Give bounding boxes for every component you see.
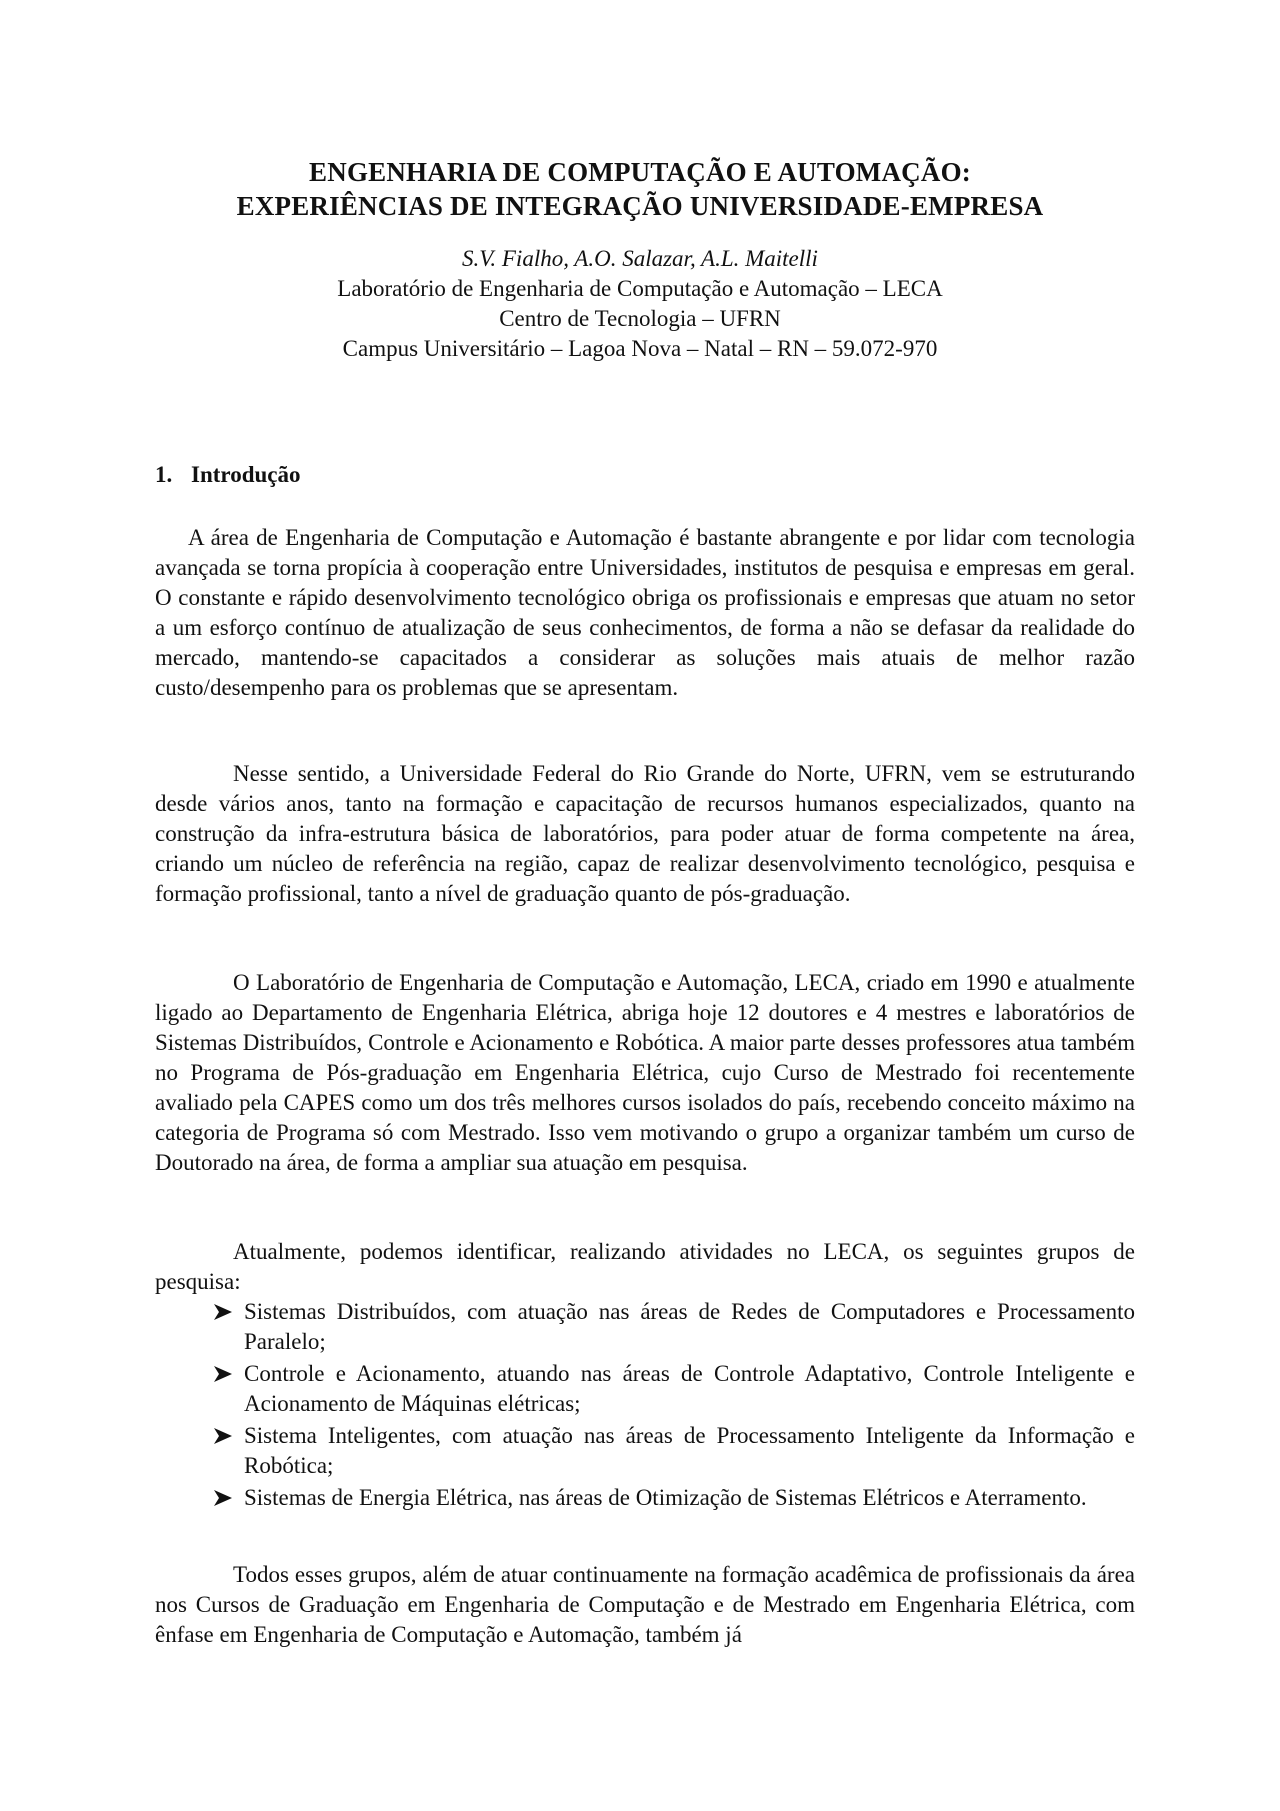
- paragraph-1: A área de Engenharia de Computação e Automação é bastante abrangente e por lidar com tecnologia avançada se torna propícia à cooperação entre Universidades, institutos de pesquisa e empresas em geral. O constante e rápido desenvolvimento tecnológico obriga os profissionais e empresas que atuam no setor a um esforço contínuo de atualização de seus conhecimentos, de forma a não se defasar da realidade do mercado, mantendo-se capacitados a considerar as soluções mais atuais de melhor razão custo/desempenho para os problemas que se apresentam.: [155, 525, 1135, 700]
- list-item: [212, 1359, 1135, 1419]
- list-item-text: Sistemas Distribuídos, com atuação nas áreas de Redes de Computadores e Processamento Paralelo;: [244, 1299, 1135, 1354]
- section-title: Introdução: [191, 462, 301, 487]
- list-item: [212, 1421, 1135, 1481]
- arrowhead-bullet-icon: [212, 1364, 234, 1384]
- affiliation-center: Centro de Tecnologia – UFRN: [499, 306, 781, 331]
- list-item: [212, 1297, 1135, 1357]
- author-names: S.V. Fialho, A.O. Salazar, A.L. Maitelli: [462, 246, 818, 271]
- title-line-2: EXPERIÊNCIAS DE INTEGRAÇÃO UNIVERSIDADE-EMPRESA: [236, 191, 1044, 221]
- research-groups-list: [212, 1297, 1135, 1515]
- paragraph-5: Todos esses grupos, além de atuar continuamente na formação acadêmica de profissionais da área nos Cursos de Graduação em Engenharia de Computação e de Mestrado em Engenharia Elétrica, com ênfase em Engenharia de Computação e Automação, também já: [155, 1562, 1135, 1647]
- list-item-text: Controle e Acionamento, atuando nas áreas de Controle Adaptativo, Controle Inteligente e Acionamento de Máquinas elétricas;: [244, 1361, 1135, 1416]
- title-line-1: ENGENHARIA DE COMPUTAÇÃO E AUTOMAÇÃO:: [309, 157, 971, 187]
- affiliation-address: Campus Universitário – Lagoa Nova – Natal – RN – 59.072-970: [342, 336, 938, 361]
- section-heading: [155, 460, 301, 490]
- paper-title: [155, 155, 1125, 223]
- section-number: 1.: [155, 462, 173, 487]
- author-block: [155, 244, 1125, 364]
- arrowhead-bullet-icon: [212, 1302, 234, 1322]
- paragraph-2: Nesse sentido, a Universidade Federal do Rio Grande do Norte, UFRN, vem se estruturando desde vários anos, tanto na formação e capacitação de recursos humanos especializados, quanto na construção da infra-estrutura básica de laboratórios, para poder atuar de forma competente na área, criando um núcleo de referência na região, capaz de realizar desenvolvimento tecnológico, pesquisa e formação profissional, tanto a nível de graduação quanto de pós-graduação.: [155, 761, 1135, 906]
- list-item-text: Sistema Inteligentes, com atuação nas áreas de Processamento Inteligente da Informação e Robótica;: [244, 1423, 1135, 1478]
- list-item: [212, 1483, 1135, 1513]
- affiliation-lab: Laboratório de Engenharia de Computação e Automação – LECA: [337, 276, 943, 301]
- arrowhead-bullet-icon: [212, 1488, 234, 1508]
- list-item-text: Sistemas de Energia Elétrica, nas áreas de Otimização de Sistemas Elétricos e Aterramento.: [244, 1485, 1087, 1510]
- paragraph-3: O Laboratório de Engenharia de Computação e Automação, LECA, criado em 1990 e atualmente ligado ao Departamento de Engenharia Elétrica, abriga hoje 12 doutores e 4 mestres e laboratórios de Sistemas Distribuídos, Controle e Acionamento e Robótica. A maior parte desses professores atua também no Programa de Pós-graduação em Engenharia Elétrica, cujo Curso de Mestrado foi recentemente avaliado pela CAPES como um dos três melhores cursos isolados do país, recebendo conceito máximo na categoria de Programa só com Mestrado. Isso vem motivando o grupo a organizar também um curso de Doutorado na área, de forma a ampliar sua atuação em pesquisa.: [155, 970, 1135, 1175]
- paragraph-4: Atualmente, podemos identificar, realizando atividades no LECA, os seguintes grupos de pesquisa:: [155, 1239, 1135, 1294]
- arrowhead-bullet-icon: [212, 1426, 234, 1446]
